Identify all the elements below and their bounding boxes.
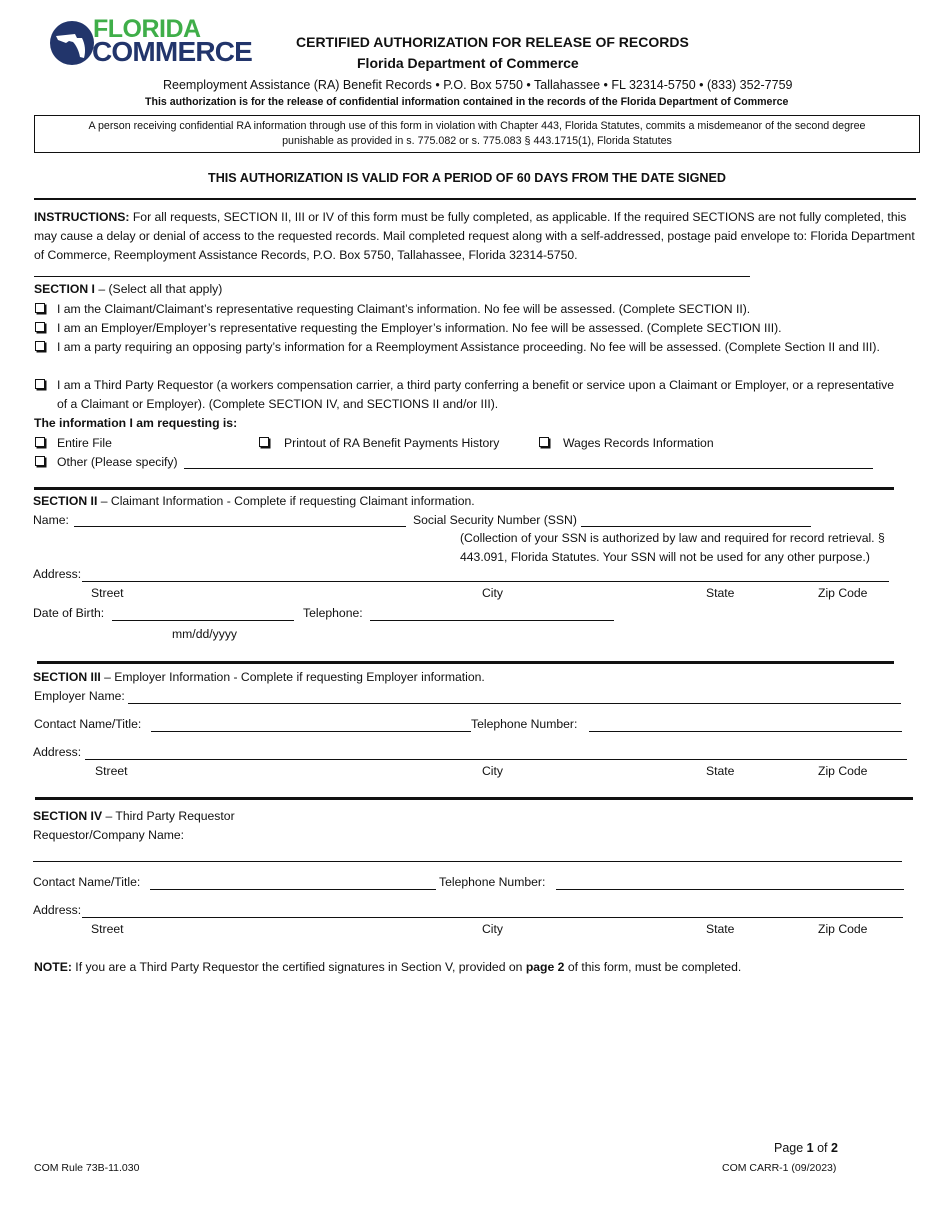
checkbox-icon[interactable] (539, 437, 549, 447)
checkbox-icon[interactable] (35, 322, 45, 332)
address-pobox: P.O. Box 5750 (443, 78, 523, 92)
validity-notice: THIS AUTHORIZATION IS VALID FOR A PERIOD OF 60 DAYS FROM THE DATE SIGNED (208, 171, 727, 185)
divider (35, 797, 913, 800)
requestor-company-label: Requestor/Company Name: (33, 828, 185, 842)
requesting-label: The information I am requesting is: (34, 416, 238, 430)
form-number: COM CARR-1 (09/2023) (722, 1162, 837, 1174)
warning-line-1: A person receiving confidential RA information through use of this form in violation with Chapter 443, Florida Statutes, commits a misdemeanor of the second degree (88, 120, 866, 132)
form-title: CERTIFIED AUTHORIZATION FOR RELEASE OF RECORDS (296, 34, 689, 50)
dob-format-hint: mm/dd/yyyy (172, 627, 238, 641)
ssn-label: Social Security Number (SSN) (413, 513, 577, 527)
city-label: City (482, 764, 503, 778)
city-label: City (482, 586, 503, 600)
other-specify-field[interactable] (184, 468, 873, 469)
section-1-option-3-text: I am a party requiring an opposing party’s information for a Reemployment Assistance proceeding. No fee will be assessed. (Complete Section II and III). (57, 340, 880, 354)
claimant-phone-field[interactable] (370, 620, 614, 621)
section-1-option-4[interactable] (35, 378, 45, 392)
info-option-wages-records[interactable]: Wages Records Information (539, 436, 549, 450)
section-1-option-2[interactable]: I am an Employer/Employer’s representative requesting the Employer’s information. No fee will be assessed. (Complete SECTION III). (35, 321, 45, 335)
section-1-option-1[interactable]: I am the Claimant/Claimant’s representative requesting Claimant’s information. No fee will be assessed. (Complete SECTION II). (35, 302, 45, 316)
section-2-heading: SECTION II – Claimant Information - Complete if requesting Claimant information. (33, 494, 475, 508)
section-1-option-4-text: I am a Third Party Requestor (a workers compensation carrier, a third party conferring a benefit or service upon a Claimant or Employer, or a representative of a Claimant or Employer). (Complete SECTION IV, and SECTIONS II and/or III). (57, 378, 895, 411)
florida-state-icon (49, 20, 95, 66)
claimant-address-field[interactable] (82, 581, 889, 582)
zip-label: Zip Code (818, 586, 868, 600)
divider (34, 487, 894, 490)
claimant-name-field[interactable] (74, 526, 406, 527)
address-city: Tallahassee (534, 78, 601, 92)
checkbox-icon[interactable] (35, 303, 45, 313)
state-label: State (706, 764, 735, 778)
employer-contact-field[interactable] (151, 731, 471, 732)
checkbox-icon[interactable] (35, 437, 45, 447)
divider (37, 661, 894, 664)
info-option-payments-history[interactable]: Printout of RA Benefit Payments History (259, 436, 269, 450)
requestor-contact-field[interactable] (150, 889, 436, 890)
employer-address-label: Address: (33, 745, 82, 759)
section-1-option-3[interactable] (35, 340, 45, 354)
instructions-text: For all requests, SECTION II, III or IV of this form must be fully completed, as applicable. If the required SECTIONS are not fully completed, this may cause a delay or denial of access to the requested records. Mail completed request along with a self-addressed, postage paid envelope to: Florida Department of Commerce, Reemployment Assistance Records, P.O. Box 5750, Tallahassee, Florida 32314-5750. (34, 210, 915, 262)
rule-reference: COM Rule 73B-11.030 (34, 1162, 140, 1174)
agency-address: Reemployment Assistance (RA) Benefit Records • P.O. Box 5750 • Tallahassee • FL 32314-5750 • (833) 352-7759 (163, 78, 793, 92)
employer-name-field[interactable] (128, 703, 901, 704)
employer-contact-label: Contact Name/Title: (34, 717, 142, 731)
requestor-contact-label: Contact Name/Title: (33, 875, 141, 889)
ssn-note: (Collection of your SSN is authorized by law and required for record retrieval. § 443.091, Florida Statutes. Your SSN will not be used for any other purpose.) (460, 531, 885, 564)
street-label: Street (91, 586, 124, 600)
employer-address-field[interactable] (85, 759, 907, 760)
dob-field[interactable] (112, 620, 294, 621)
requestor-address-field[interactable] (82, 917, 903, 918)
divider (34, 198, 916, 200)
instructions (34, 208, 920, 265)
info-option-entire-file[interactable]: Entire File (35, 436, 45, 450)
logo-text-florida: FLORIDA (93, 15, 201, 43)
checkbox-icon[interactable] (35, 341, 45, 351)
confidential-note: This authorization is for the release of confidential information contained in the records of the Florida Department of Commerce (145, 96, 789, 108)
checkbox-icon[interactable] (35, 456, 45, 466)
requestor-company-field[interactable] (33, 861, 902, 862)
section-1-heading: SECTION I – (Select all that apply) (34, 282, 223, 296)
address-records: Reemployment Assistance (RA) Benefit Records (163, 78, 432, 92)
logo-text-commerce: COMMERCE (92, 36, 253, 67)
state-label: State (706, 586, 735, 600)
employer-name-label: Employer Name: (34, 689, 125, 703)
zip-label: Zip Code (818, 764, 868, 778)
zip-label: Zip Code (818, 922, 868, 936)
info-option-other[interactable]: Other (Please specify) (35, 455, 45, 469)
claimant-name-label: Name: (33, 513, 69, 527)
divider (34, 276, 750, 277)
page-number: Page 1 of 2 (774, 1141, 838, 1155)
form-subtitle: Florida Department of Commerce (357, 55, 579, 71)
requestor-phone-label: Telephone Number: (439, 875, 546, 889)
section-3-heading: SECTION III – Employer Information - Complete if requesting Employer information. (33, 670, 485, 684)
employer-phone-label: Telephone Number: (471, 717, 578, 731)
employer-phone-field[interactable] (589, 731, 902, 732)
street-label: Street (91, 922, 124, 936)
city-label: City (482, 922, 503, 936)
checkbox-icon[interactable] (259, 437, 269, 447)
instructions-label: INSTRUCTIONS: (34, 210, 130, 224)
requestor-phone-field[interactable] (556, 889, 904, 890)
warning-line-2: punishable as provided in s. 775.082 or s. 775.083 § 443.1715(1), Florida Statutes (282, 135, 672, 147)
checkbox-icon[interactable] (35, 379, 45, 389)
claimant-phone-label: Telephone: (303, 606, 363, 620)
ssn-field[interactable] (581, 526, 811, 527)
florida-commerce-logo (49, 15, 261, 68)
dob-label: Date of Birth: (33, 606, 105, 620)
section-4-heading: SECTION IV – Third Party Requestor (33, 809, 235, 823)
address-phone: (833) 352-7759 (707, 78, 793, 92)
address-zip: FL 32314-5750 (611, 78, 696, 92)
warning-box (34, 115, 920, 153)
requestor-address-label: Address: (33, 903, 82, 917)
street-label: Street (95, 764, 128, 778)
claimant-address-label: Address: (33, 567, 82, 581)
state-label: State (706, 922, 735, 936)
third-party-note: NOTE: If you are a Third Party Requestor the certified signatures in Section V, provided on page 2 of this form, must be completed. (34, 960, 742, 974)
